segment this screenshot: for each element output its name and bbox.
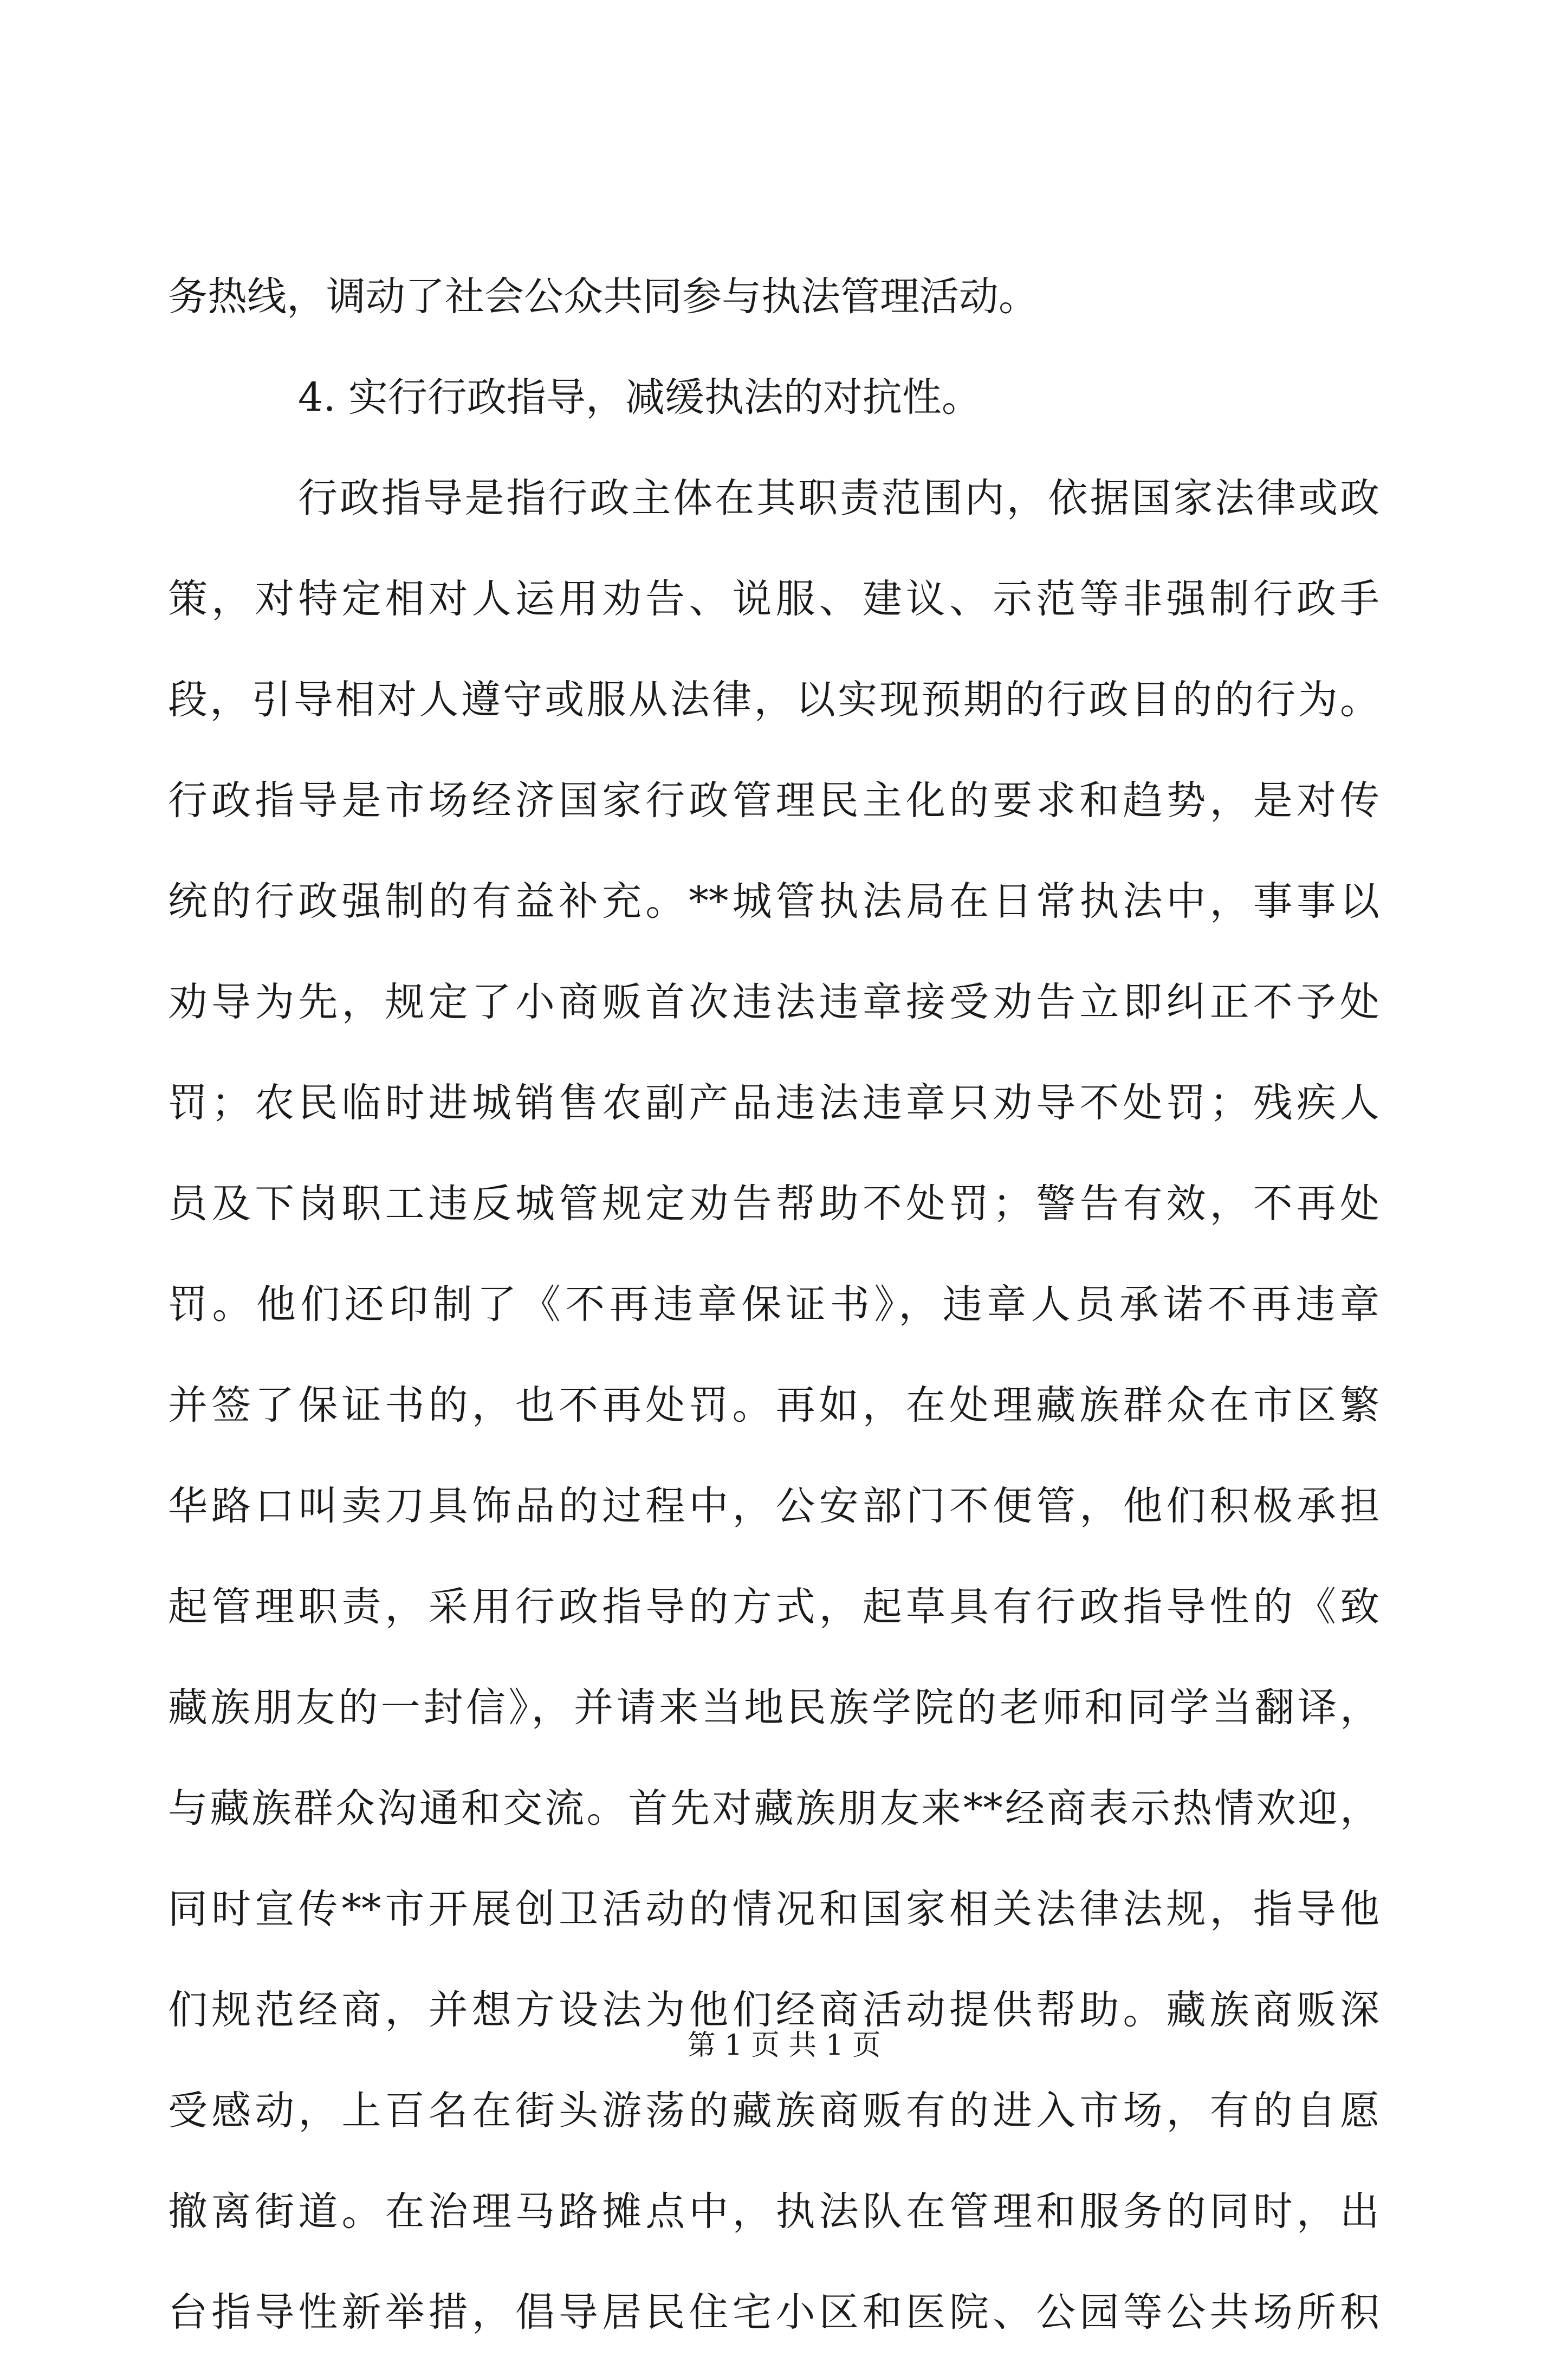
text-line: 们规范经商，并想方设法为他们经商活动提供帮助。藏族商贩深 bbox=[168, 1987, 1379, 2033]
text-line: 藏族朋友的一封信》，并请来当地民族学院的老师和同学当翻译， bbox=[168, 1685, 1379, 1731]
text-line: 同时宣传**市开展创卫活动的情况和国家相关法律法规，指导他 bbox=[168, 1886, 1379, 1932]
text-line: 受感动，上百名在街头游荡的藏族商贩有的进入市场，有的自愿 bbox=[168, 2088, 1379, 2134]
text-line: 劝导为先，规定了小商贩首次违法违章接受劝告立即纠正不予处 bbox=[168, 979, 1379, 1025]
text-line: 与藏族群众沟通和交流。首先对藏族朋友来**经商表示热情欢迎， bbox=[168, 1785, 1379, 1831]
text-line: 员及下岗职工违反城管规定劝告帮助不处罚；警告有效，不再处 bbox=[168, 1181, 1379, 1227]
text-line: 行政指导是指行政主体在其职责范围内，依据国家法律或政 bbox=[298, 475, 1379, 521]
section-heading: 4. 实行行政指导，减缓执法的对抗性。 bbox=[298, 374, 981, 420]
text-line: 华路口叫卖刀具饰品的过程中，公安部门不便管，他们积极承担 bbox=[168, 1483, 1379, 1529]
page-number-footer: 第 1 页 共 1 页 bbox=[687, 2029, 881, 2062]
text-line: 台指导性新举措，倡导居民住宅小区和医院、公园等公共场所积 bbox=[168, 2289, 1379, 2335]
text-line: 撤离街道。在治理马路摊点中，执法队在管理和服务的同时，出 bbox=[168, 2189, 1379, 2235]
text-line: 并签了保证书的，也不再处罚。再如，在处理藏族群众在市区繁 bbox=[168, 1382, 1379, 1428]
text-line: 行政指导是市场经济国家行政管理民主化的要求和趋势，是对传 bbox=[168, 778, 1379, 824]
text-line: 罚。他们还印制了《不再违章保证书》，违章人员承诺不再违章 bbox=[168, 1281, 1379, 1328]
text-line: 策，对特定相对人运用劝告、说服、建议、示范等非强制行政手 bbox=[168, 576, 1379, 622]
text-line: 段，引导相对人遵守或服从法律，以实现预期的行政目的的行为。 bbox=[168, 677, 1379, 723]
text-line: 统的行政强制的有益补充。**城管执法局在日常执法中，事事以 bbox=[168, 878, 1379, 924]
text-line: 务热线，调动了社会公众共同参与执法管理活动。 bbox=[168, 274, 1038, 320]
text-line: 起管理职责，采用行政指导的方式，起草具有行政指导性的《致 bbox=[168, 1584, 1379, 1630]
text-line: 罚；农民临时进城销售农副产品违法违章只劝导不处罚；残疾人 bbox=[168, 1080, 1379, 1126]
